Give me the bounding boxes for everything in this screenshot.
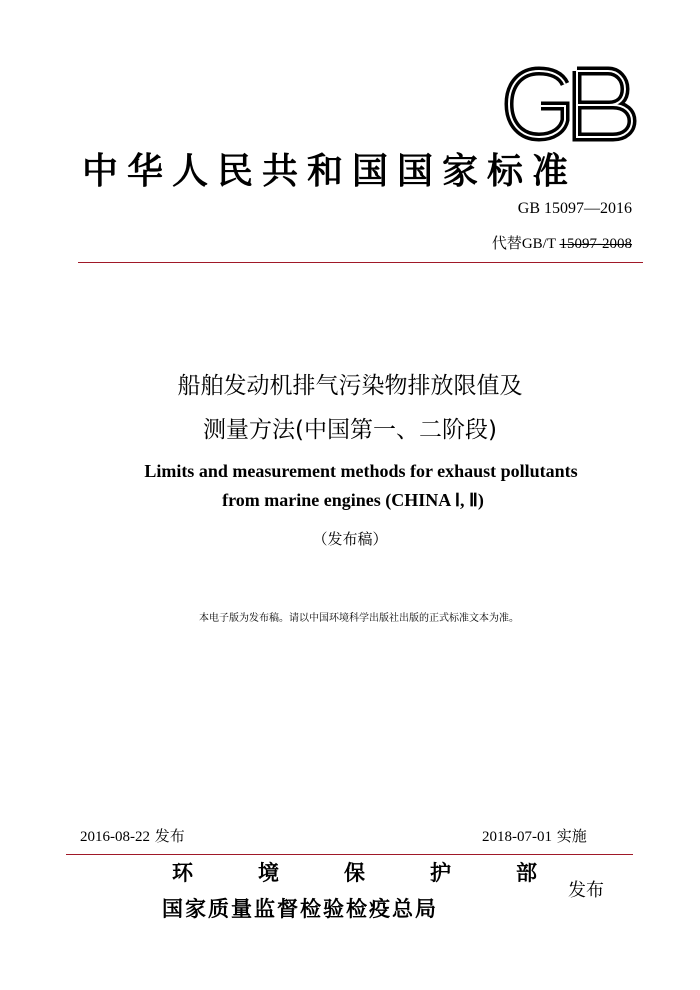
effective-date-value: 2018-07-01 — [482, 829, 552, 845]
issuer-ministry-char: 保 — [344, 861, 365, 885]
issue-date-label: 发布 — [150, 827, 185, 845]
replaced-standard-number: 15097-2008 — [559, 236, 632, 252]
electronic-version-notice: 本电子版为发布稿。请以中国环境科学出版社出版的正式标准文本为准。 — [199, 613, 519, 624]
issuer-ministry — [172, 858, 537, 888]
issue-date — [80, 826, 185, 847]
issuer-ministry-char: 境 — [258, 861, 279, 885]
replaces-standard — [492, 234, 632, 254]
national-standard-title: 中华人民共和国国家标准 — [82, 151, 578, 192]
title-english-line-1: Limits and measurement methods for exhaust pollutants — [144, 461, 578, 481]
footer-divider — [66, 854, 633, 855]
issue-date-value: 2016-08-22 — [80, 829, 150, 845]
standard-number: GB 15097—2016 — [517, 200, 632, 217]
title-chinese-line-1: 船舶发动机排气污染物排放限值及 — [177, 373, 523, 399]
effective-date — [482, 826, 587, 847]
header-divider — [78, 262, 643, 263]
issuer-ministry-char: 部 — [516, 861, 537, 885]
title-english-line-2: from marine engines (CHINA Ⅰ, Ⅱ) — [222, 490, 484, 510]
draft-label: （发布稿） — [312, 530, 388, 548]
issuer-aqsiq: 国家质量监督检验检疫总局 — [162, 897, 438, 921]
publish-label: 发布 — [568, 880, 604, 901]
effective-date-label: 实施 — [552, 827, 587, 845]
gb-logo — [503, 66, 637, 142]
replaces-prefix: 代替GB/T — [491, 236, 560, 252]
issuer-ministry-char: 护 — [430, 861, 451, 885]
issuer-ministry-char: 环 — [172, 861, 193, 885]
title-chinese-line-2: 测量方法(中国第一、二阶段) — [203, 417, 497, 443]
